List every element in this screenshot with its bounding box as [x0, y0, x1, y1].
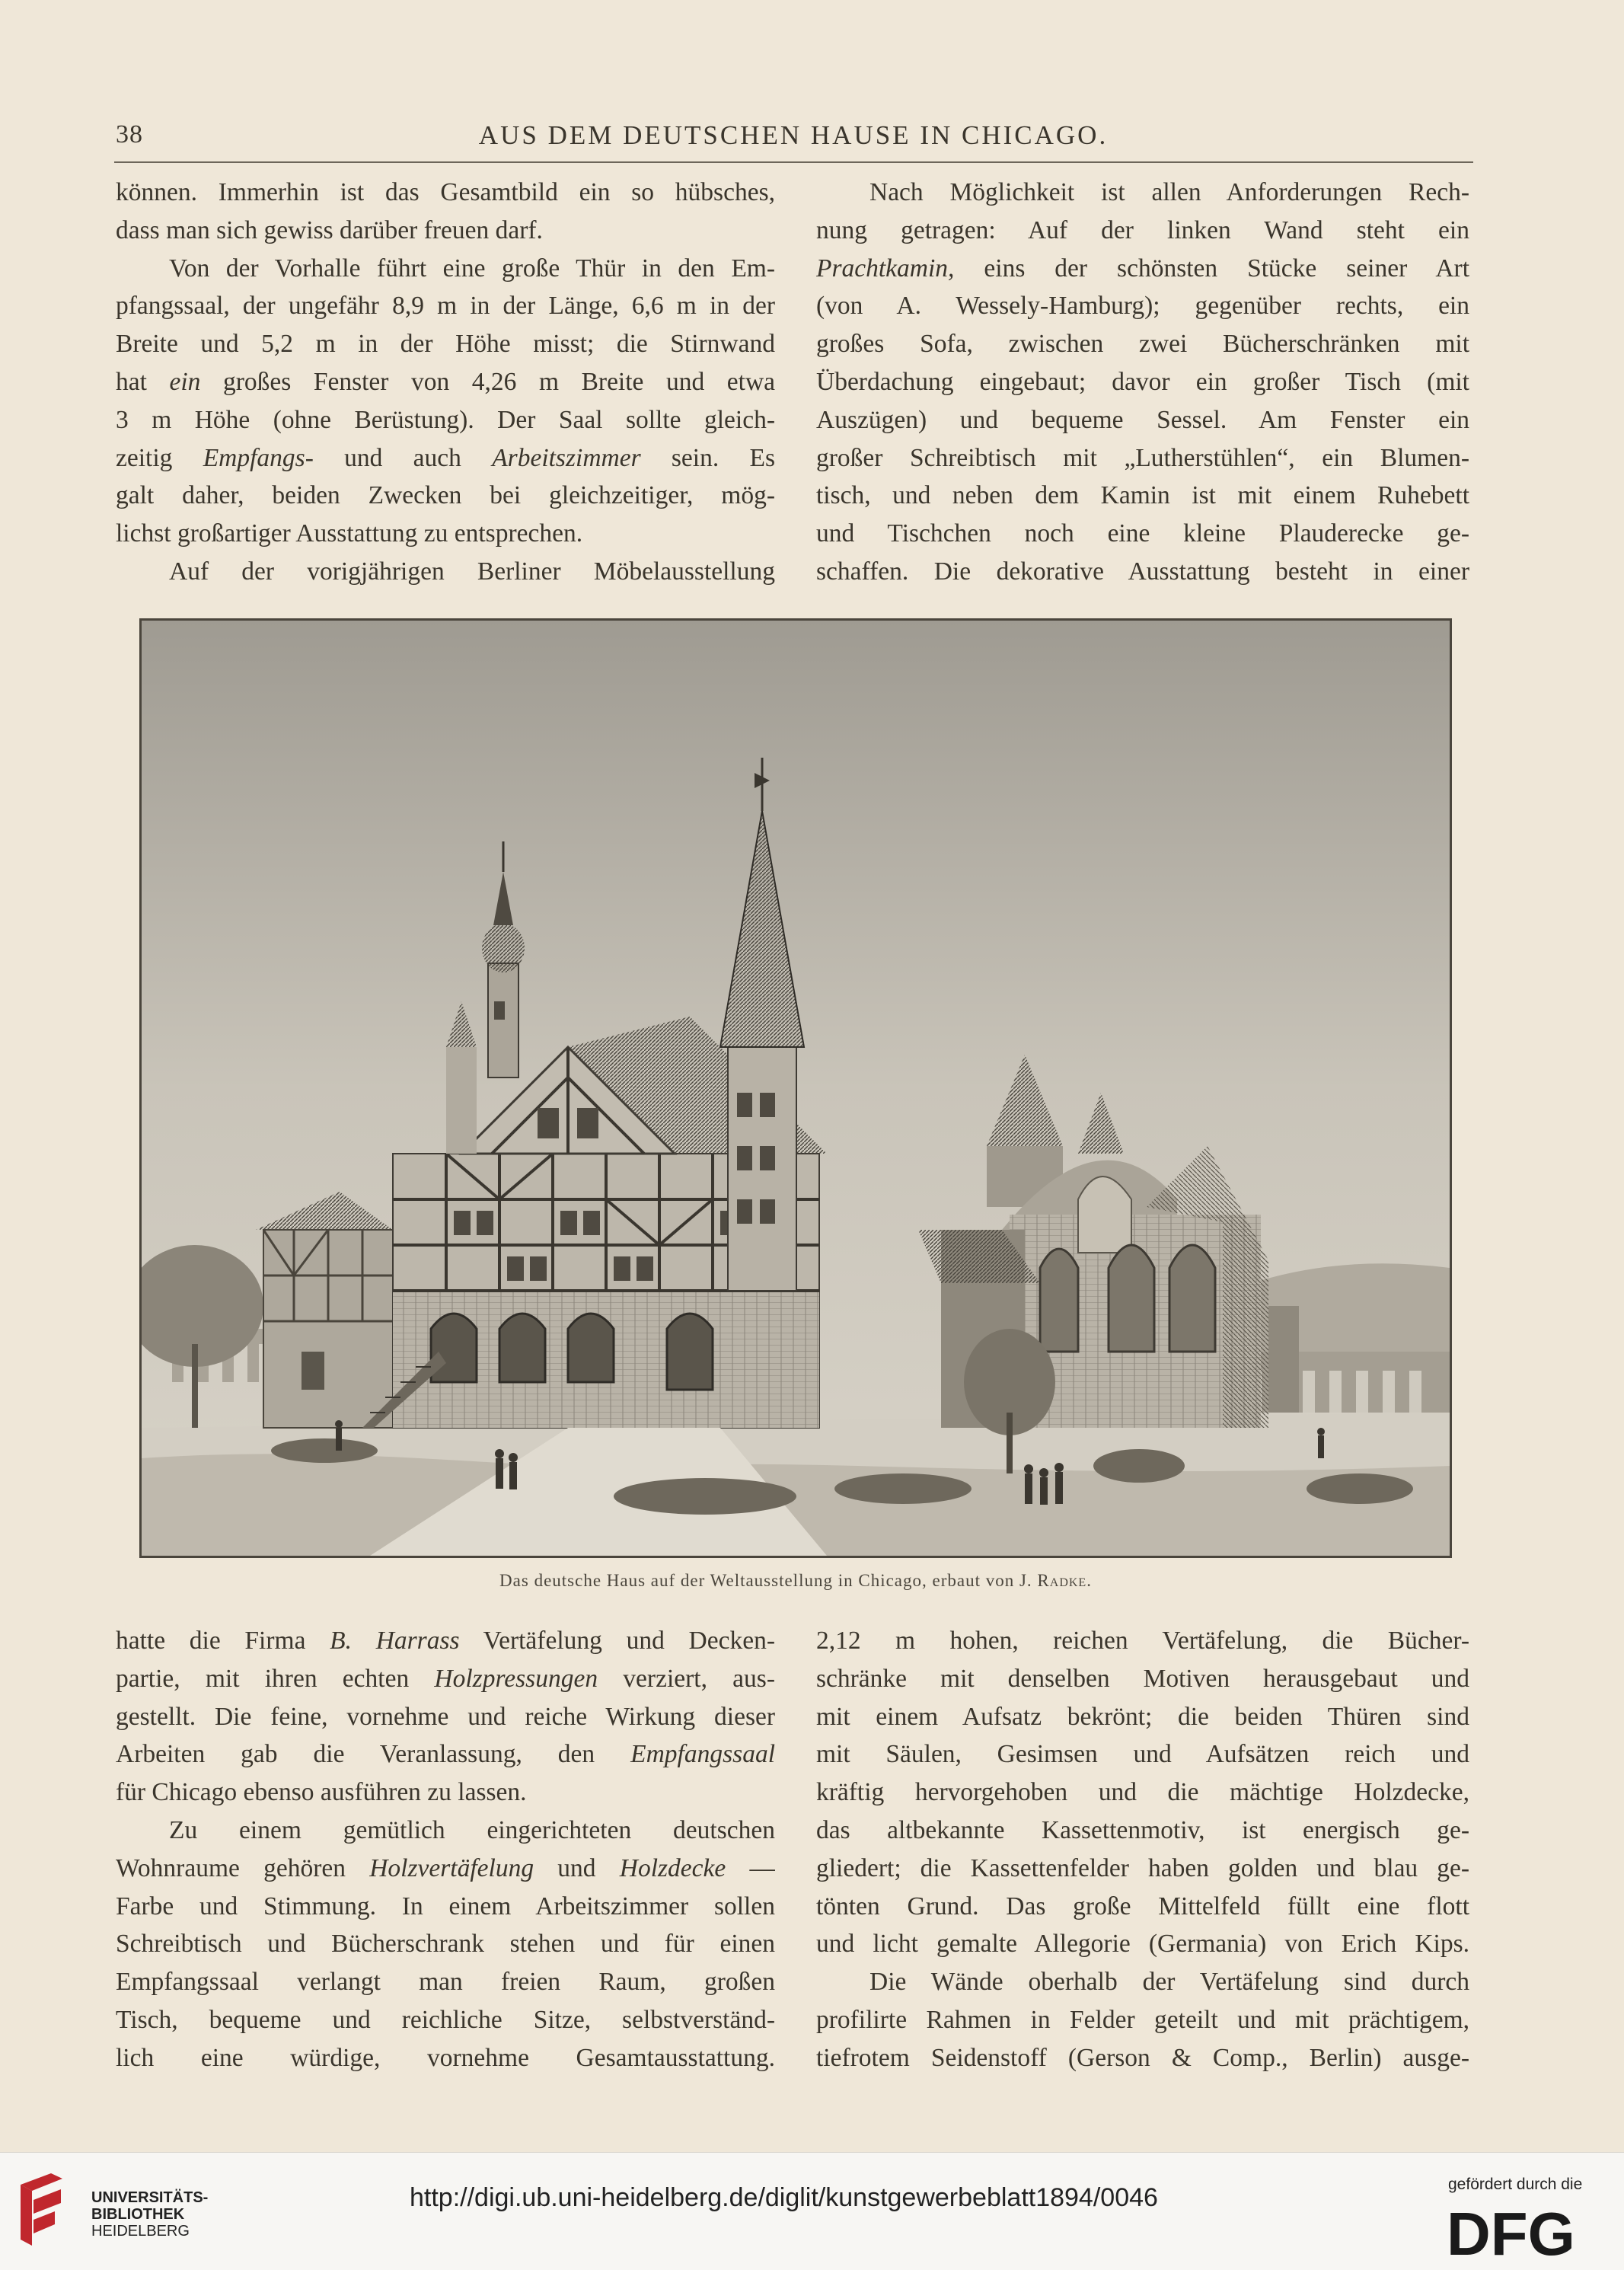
text-fragment: sein. Es	[671, 443, 775, 472]
text-line: gestellt. Die feine, vornehme und reiche Wirkung dieser	[116, 1702, 775, 1731]
text-line: Breite und 5,2 m in der Höhe misst; die Stirnwand	[116, 330, 775, 359]
university-library-logo-icon	[17, 2169, 70, 2253]
text-line: Zu einem gemütlich eingerichteten deutschen	[169, 1815, 775, 1844]
text-line: Tisch, bequeme und reichliche Sitze, selbstverständ-	[116, 2005, 775, 2034]
text-fragment: und	[557, 1853, 596, 1882]
text-line	[116, 1660, 775, 1698]
header-rule	[114, 161, 1473, 163]
text-line	[116, 363, 775, 401]
text-line: schränke mit denselben Motiven herausgebaut und	[816, 1664, 1469, 1693]
text-line: tiefrotem Seidenstoff (Gerson & Comp., Berlin) ausge-	[816, 2043, 1469, 2072]
caption-text: Das deutsche Haus auf der Weltausstellung in Chicago, erbaut von J.	[499, 1571, 1032, 1590]
italic-term: Empfangssaal	[630, 1740, 775, 1769]
text-line: gliedert; die Kassettenfelder haben golden und blau ge-	[816, 1853, 1469, 1882]
text-line	[116, 1622, 775, 1660]
text-line: pfangssaal, der ungefähr 8,9 m in der Länge, 6,6 m in der	[116, 292, 775, 321]
column-top-right	[816, 174, 1469, 591]
italic-term: ein	[169, 367, 201, 396]
italic-term: Holzdecke	[619, 1853, 726, 1882]
italic-term: Holzvertäfelung	[369, 1853, 534, 1882]
engraving-image	[142, 621, 1450, 1556]
text-line: großes Sofa, zwischen zwei Bücherschränken mit	[816, 330, 1469, 359]
text-line: lichst großartiger Ausstattung zu entsprechen.	[116, 519, 583, 548]
italic-term: Empfangs-	[203, 443, 314, 472]
library-name-line: BIBLIOTHEK	[91, 2206, 185, 2223]
text-line: Farbe und Stimmung. In einem Arbeitszimmer sollen	[116, 1892, 775, 1920]
text-fragment: verziert, aus-	[623, 1664, 775, 1693]
permalink-url[interactable]: http://digi.ub.uni-heidelberg.de/diglit/kunstgewerbeblatt1894/0046	[410, 2183, 1158, 2212]
text-fragment: Arbeiten gab die Veranlassung, den	[116, 1740, 595, 1769]
text-line: mit Säulen, Gesimsen und Aufsätzen reich und	[816, 1740, 1469, 1769]
building-illustration	[139, 618, 1452, 1558]
text-line: das altbekannte Kassettenmotiv, ist energisch ge-	[816, 1815, 1469, 1844]
italic-term: B. Harrass	[330, 1627, 460, 1655]
text-line: Von der Vorhalle führt eine große Thür in den Em-	[169, 254, 775, 283]
text-line: nung getragen: Auf der linken Wand steht ein	[816, 216, 1469, 244]
text-fragment: zeitig	[116, 443, 173, 472]
text-fragment: Wohnraume gehören	[116, 1853, 346, 1882]
dfg-logo-icon	[1447, 2201, 1602, 2261]
text-line	[816, 250, 1469, 288]
text-fragment: und auch	[344, 443, 461, 472]
text-line: Schreibtisch und Bücherschrank stehen und für einen	[116, 1930, 775, 1959]
text-line: schaffen. Die dekorative Ausstattung besteht in einer	[816, 557, 1469, 586]
library-name-line: HEIDELBERG	[91, 2223, 190, 2240]
text-line: kräftig hervorgehoben und die mächtige Holzdecke,	[816, 1778, 1469, 1807]
text-line: tisch, und neben dem Kamin ist mit einem Ruhebett	[816, 481, 1469, 510]
text-fragment: großes Fenster von 4,26 m Breite und etwa	[222, 367, 775, 396]
text-fragment: Vertäfelung und Decken-	[483, 1627, 775, 1655]
text-line: 2,12 m hohen, reichen Vertäfelung, die Bücher-	[816, 1627, 1469, 1655]
text-line: dass man sich gewiss darüber freuen darf.	[116, 216, 543, 244]
text-fragment: partie, mit ihren echten	[116, 1664, 410, 1693]
text-line: tönten Grund. Das große Mittelfeld füllt eine flott	[816, 1892, 1469, 1920]
column-top-left	[116, 174, 775, 591]
text-line	[116, 1735, 775, 1774]
text-line: Empfangssaal verlangt man freien Raum, großen	[116, 1968, 775, 1997]
text-line: Nach Möglichkeit ist allen Anforderungen Rech-	[869, 178, 1469, 206]
text-line: großer Schreibtisch mit „Lutherstühlen“, ein Blumen-	[816, 443, 1469, 472]
text-line: Auszügen) und bequeme Sessel. Am Fenster ein	[816, 405, 1469, 434]
library-name	[91, 2189, 208, 2240]
text-line: Die Wände oberhalb der Vertäfelung sind durch	[869, 1968, 1469, 1997]
text-line: mit einem Aufsatz bekrönt; die beiden Thüren sind	[816, 1702, 1469, 1731]
italic-term: Arbeitszimmer	[492, 443, 641, 472]
text-line: 3 m Höhe (ohne Berüstung). Der Saal sollte gleich-	[116, 405, 775, 434]
digitization-footer	[0, 2152, 1624, 2270]
text-line: können. Immerhin ist das Gesamtbild ein so hübsches,	[116, 178, 775, 206]
text-fragment: hat	[116, 367, 147, 396]
column-bottom-left	[116, 1622, 775, 2077]
text-line: Überdachung eingebaut; davor ein großer Tisch (mit	[816, 367, 1469, 396]
text-line: profilirte Rahmen in Felder geteilt und mit prächtigem,	[816, 2005, 1469, 2034]
text-line: lich eine würdige, vornehme Gesamtausstattung.	[116, 2043, 775, 2072]
page-number: 38	[116, 120, 143, 148]
library-name-line: UNIVERSITÄTS-	[91, 2189, 209, 2206]
text-fragment: —	[749, 1853, 775, 1882]
running-head	[116, 120, 1471, 158]
italic-term: Prachtkamin,	[816, 254, 955, 283]
text-fragment: hatte die Firma	[116, 1627, 306, 1655]
text-line	[116, 1850, 775, 1888]
text-line: Auf der vorigjährigen Berliner Möbelausstellung	[169, 557, 775, 586]
caption-architect: Radke.	[1037, 1571, 1092, 1590]
funded-by-label: gefördert durch die	[1448, 2176, 1583, 2193]
text-line: (von A. Wessely-Hamburg); gegenüber rechts, ein	[816, 292, 1469, 321]
running-title: AUS DEM DEUTSCHEN HAUSE IN CHICAGO.	[478, 120, 1109, 150]
text-line: galt daher, beiden Zwecken bei gleichzeitiger, mög-	[116, 481, 775, 510]
text-line: und licht gemalte Allegorie (Germania) von Erich Kips.	[816, 1930, 1469, 1959]
text-line: für Chicago ebenso ausführen zu lassen.	[116, 1778, 527, 1807]
column-bottom-right	[816, 1622, 1469, 2077]
text-fragment: eins der schönsten Stücke seiner Art	[984, 254, 1469, 283]
figure-caption	[139, 1571, 1452, 1591]
text-line: und Tischchen noch eine kleine Plauderecke ge-	[816, 519, 1469, 548]
text-line	[116, 439, 775, 477]
dfg-logo-text: DFG	[1447, 2201, 1575, 2261]
italic-term: Holzpressungen	[434, 1664, 598, 1693]
